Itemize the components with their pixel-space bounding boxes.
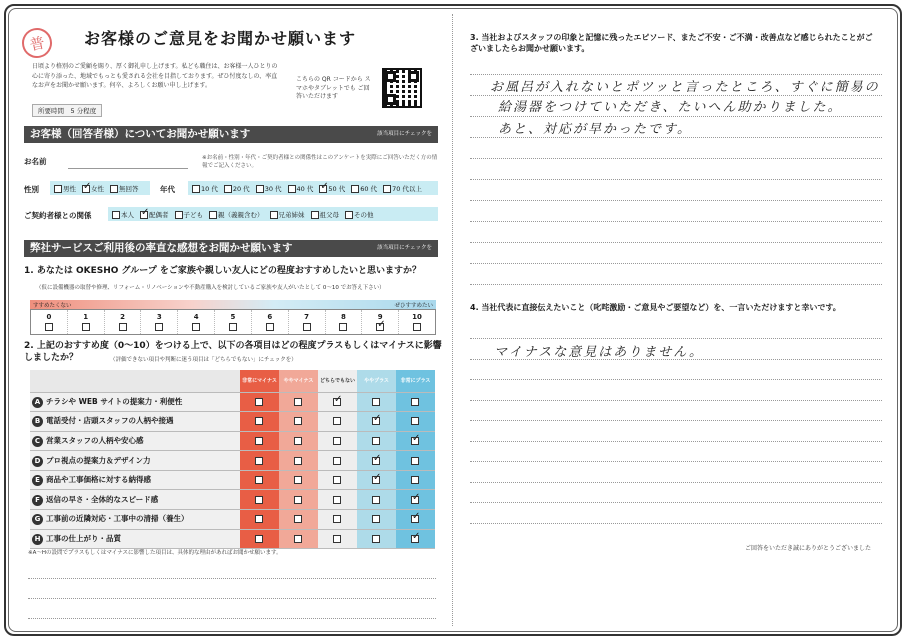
rating-checkbox[interactable] <box>333 535 341 543</box>
rating-cell <box>279 451 318 471</box>
scale-option[interactable] <box>399 310 435 334</box>
rating-cell <box>279 392 318 412</box>
rating-item <box>30 392 240 412</box>
gender-option[interactable] <box>110 184 139 193</box>
rating-checkbox[interactable] <box>255 437 263 445</box>
scale-number: 2 <box>120 313 125 321</box>
relation-option[interactable] <box>209 210 264 219</box>
relation-option[interactable] <box>345 210 374 219</box>
footnote: ※A〜Hの設問でプラスもしくはマイナスに影響した項目は、具体的な理由があればお聞かせ願います。 <box>28 550 282 556</box>
age-checkbox[interactable] <box>256 185 264 193</box>
rating-cell <box>279 490 318 510</box>
rating-cell <box>279 529 318 549</box>
rating-cell <box>396 470 435 490</box>
check-hint: 該当項目にチェックを <box>377 245 432 251</box>
rating-item <box>30 470 240 490</box>
name-field[interactable] <box>68 168 188 169</box>
scale-option[interactable] <box>252 310 289 334</box>
item-letter-icon: E <box>32 475 43 486</box>
rating-cell <box>396 451 435 471</box>
scale-checkbox[interactable] <box>119 323 127 331</box>
rating-cell <box>318 412 357 432</box>
rating-item <box>30 490 240 510</box>
rating-row <box>30 451 435 471</box>
scale-number: 0 <box>46 313 52 321</box>
scale-option[interactable] <box>289 310 326 334</box>
gender-checkbox[interactable] <box>82 185 90 193</box>
scale-number: 7 <box>304 313 310 321</box>
age-option-label: 60 代 <box>360 184 378 193</box>
answer-line <box>470 116 882 117</box>
scale-gradient <box>30 300 436 309</box>
rating-table <box>30 370 435 549</box>
qr-instructions: こちらの QR コードから スマホやタブレットでも ご回答いただけます <box>296 76 371 100</box>
rating-checkbox[interactable] <box>333 417 341 425</box>
col-header: ややマイナス <box>279 370 318 392</box>
rating-checkbox[interactable] <box>411 398 419 406</box>
scale-option[interactable] <box>105 310 142 334</box>
rating-cell <box>240 412 279 432</box>
check-hint: 該当項目にチェックを <box>377 131 432 137</box>
rating-cell <box>357 529 396 549</box>
scale-number: 10 <box>412 313 422 321</box>
rating-cell <box>318 431 357 451</box>
rating-item-label: 電話受付・店頭スタッフの人柄や接遇 <box>46 416 174 426</box>
rating-checkbox[interactable] <box>411 417 419 425</box>
rating-cell <box>396 412 435 432</box>
answer-line <box>470 338 882 339</box>
rating-checkbox[interactable] <box>411 457 419 465</box>
rating-checkbox[interactable] <box>372 515 380 523</box>
rating-cell <box>396 392 435 412</box>
rating-cell <box>279 412 318 432</box>
rating-checkbox[interactable] <box>333 457 341 465</box>
rating-item <box>30 510 240 530</box>
recommend-scale <box>30 309 436 335</box>
answer-line <box>470 179 882 180</box>
item-letter-icon: D <box>32 456 43 467</box>
age-option[interactable] <box>319 184 345 193</box>
rating-cell <box>318 451 357 471</box>
age-checkbox[interactable] <box>383 185 391 193</box>
rating-item-label: 営業スタッフの人柄や安心感 <box>46 435 144 445</box>
rating-checkbox[interactable] <box>255 476 263 484</box>
item-letter-icon: A <box>32 397 43 408</box>
age-checkbox[interactable] <box>224 185 232 193</box>
scale-checkbox[interactable] <box>82 323 90 331</box>
gender-option-label: 無回答 <box>119 184 139 193</box>
rating-row <box>30 529 435 549</box>
scale-number: 9 <box>377 313 383 321</box>
rating-cell <box>240 431 279 451</box>
scale-checkbox[interactable] <box>192 323 200 331</box>
rating-item <box>30 431 240 451</box>
privacy-note: ※お名前・性別・年代・ご契約者様との関係性はこのアンケートを実際にご回答いただく方の情報でご記入ください。 <box>202 155 438 169</box>
thanks-text: ご回答をいただき誠にありがとうございました <box>745 545 872 552</box>
col-header: ややプラス <box>357 370 396 392</box>
rating-checkbox[interactable] <box>294 398 302 406</box>
relation-options <box>108 207 438 221</box>
rating-cell <box>240 490 279 510</box>
section-respondent-header <box>24 126 438 143</box>
rating-checkbox[interactable] <box>372 496 380 504</box>
answer-line <box>470 284 882 285</box>
scale-number: 5 <box>230 313 236 321</box>
answer-line <box>470 137 882 138</box>
q1-title: 1. あなたは OKESHO グループ をご家族や親しい友人にどの程度おすすめしたいと思いますか？ <box>24 266 422 276</box>
scale-checkbox[interactable] <box>376 323 384 331</box>
scale-option[interactable] <box>326 310 363 334</box>
scale-number: 8 <box>340 313 346 321</box>
relation-checkbox[interactable] <box>140 211 148 219</box>
rating-row <box>30 392 435 412</box>
scale-number: 3 <box>156 313 162 321</box>
section-feedback-header <box>24 240 438 257</box>
item-letter-icon: G <box>32 514 43 525</box>
age-label: 年代 <box>160 185 175 194</box>
rating-checkbox[interactable] <box>372 457 380 465</box>
rating-cell <box>279 510 318 530</box>
scale-checkbox[interactable] <box>155 323 163 331</box>
relation-option-label: 親（義親含む） <box>218 210 264 219</box>
rating-checkbox[interactable] <box>294 535 302 543</box>
relation-option[interactable] <box>140 210 169 219</box>
rating-checkbox[interactable] <box>333 515 341 523</box>
col-header: どちらでもない <box>318 370 357 392</box>
relation-checkbox[interactable] <box>270 211 278 219</box>
gender-checkbox[interactable] <box>54 185 62 193</box>
name-label: お名前 <box>24 157 47 166</box>
q2-subtitle: （評価できない項目や判断に迷う項目は「どちらでもない」にチェックを） <box>110 357 297 363</box>
scale-option[interactable] <box>362 310 399 334</box>
scale-low-label: すすめたくない <box>33 303 72 309</box>
rating-cell <box>357 392 396 412</box>
age-option-label: 50 代 <box>328 184 346 193</box>
rating-cell <box>240 392 279 412</box>
relation-checkbox[interactable] <box>345 211 353 219</box>
answer-line <box>470 523 882 524</box>
age-option-label: 70 代以上 <box>392 184 422 193</box>
answer-line <box>470 221 882 222</box>
rating-item-label: 工事の仕上がり・品質 <box>46 533 121 543</box>
relation-checkbox[interactable] <box>311 211 319 219</box>
answer-line <box>470 461 882 462</box>
rating-checkbox[interactable] <box>294 417 302 425</box>
rating-cell <box>279 431 318 451</box>
rating-checkbox[interactable] <box>411 437 419 445</box>
rating-row <box>30 412 435 432</box>
age-option[interactable] <box>288 184 314 193</box>
relation-option-label: 子ども <box>183 210 203 219</box>
scale-number: 1 <box>83 313 89 321</box>
q4-answer-text: マイナスな意見はありません。 <box>494 345 705 360</box>
answer-line <box>470 200 882 201</box>
relation-option[interactable] <box>270 210 305 219</box>
rating-cell <box>396 510 435 530</box>
age-option-label: 40 代 <box>296 184 314 193</box>
rating-cell <box>357 490 396 510</box>
rating-checkbox[interactable] <box>294 476 302 484</box>
age-checkbox[interactable] <box>351 185 359 193</box>
rating-checkbox[interactable] <box>255 515 263 523</box>
scale-option[interactable] <box>215 310 252 334</box>
relation-option[interactable] <box>311 210 340 219</box>
answer-line <box>470 74 882 75</box>
rating-checkbox[interactable] <box>294 457 302 465</box>
age-option[interactable] <box>224 184 250 193</box>
relation-checkbox[interactable] <box>112 211 120 219</box>
rating-cell <box>318 490 357 510</box>
rating-checkbox[interactable] <box>255 496 263 504</box>
rating-cell <box>240 510 279 530</box>
gender-label: 性別 <box>24 185 39 194</box>
rating-cell <box>240 470 279 490</box>
rating-checkbox[interactable] <box>411 476 419 484</box>
section-feedback-title: 弊社サービスご利用後の率直な感想をお聞かせ願います <box>30 242 293 254</box>
relation-option[interactable] <box>112 210 134 219</box>
rating-checkbox[interactable] <box>372 398 380 406</box>
qr-code-icon[interactable] <box>382 68 422 108</box>
rating-row <box>30 510 435 530</box>
age-option[interactable] <box>256 184 282 193</box>
rating-cell <box>279 470 318 490</box>
age-option-label: 20 代 <box>232 184 250 193</box>
rating-item-label: プロ視点の提案力＆デザイン力 <box>46 455 151 465</box>
age-option[interactable] <box>192 184 218 193</box>
gender-option-label: 女性 <box>91 184 104 193</box>
intro-text: 日頃より格別のご愛顧を賜り、厚く御礼申し上げます。私ども職住は、お客様一人ひとりの心に寄り添った、地域でもっとも愛される会社を目指しております。ぜひ忖度なしの、率直なお声をお聞かせ願います。何卒、よろしくお願い申し上げます。 <box>32 63 278 89</box>
rating-cell <box>396 490 435 510</box>
scale-option[interactable] <box>68 310 105 334</box>
rating-cell <box>240 529 279 549</box>
rating-item-label: 工事前の近隣対応・工事中の清掃（養生） <box>46 514 189 524</box>
scale-number: 6 <box>267 313 273 321</box>
column-divider <box>452 14 453 626</box>
q3-answer-line: 給湯器をつけていただき、たいへん助かりました。 <box>498 100 843 115</box>
answer-line <box>470 242 882 243</box>
relation-option-label: 祖父母 <box>319 210 339 219</box>
answer-line <box>470 441 882 442</box>
answer-line <box>470 263 882 264</box>
age-options <box>188 181 438 195</box>
rating-checkbox[interactable] <box>255 398 263 406</box>
item-letter-icon: C <box>32 436 43 447</box>
age-option[interactable] <box>383 184 422 193</box>
answer-line <box>470 502 882 503</box>
rating-row <box>30 490 435 510</box>
col-header: 非常にプラス <box>396 370 435 392</box>
age-checkbox[interactable] <box>288 185 296 193</box>
rating-cell <box>357 451 396 471</box>
answer-line <box>470 379 882 380</box>
rating-cell <box>357 431 396 451</box>
answer-line <box>470 400 882 401</box>
rating-item <box>30 412 240 432</box>
rating-checkbox[interactable] <box>411 515 419 523</box>
rating-cell <box>396 431 435 451</box>
gender-checkbox[interactable] <box>110 185 118 193</box>
rating-cell <box>318 392 357 412</box>
section-respondent-title: お客様（回答者様）についてお聞かせ願います <box>30 128 251 140</box>
answer-line <box>470 420 882 421</box>
item-letter-icon: F <box>32 495 43 506</box>
relation-checkbox[interactable] <box>209 211 217 219</box>
rating-cell <box>318 470 357 490</box>
scale-checkbox[interactable] <box>266 323 274 331</box>
age-checkbox[interactable] <box>192 185 200 193</box>
gender-options <box>50 181 150 195</box>
rating-item <box>30 529 240 549</box>
relation-checkbox[interactable] <box>175 211 183 219</box>
rating-cell <box>396 529 435 549</box>
relation-option-label: 兄弟姉妹 <box>278 210 305 219</box>
rating-checkbox[interactable] <box>294 437 302 445</box>
rating-checkbox[interactable] <box>333 437 341 445</box>
answer-line <box>470 482 882 483</box>
rating-cell <box>240 451 279 471</box>
age-option[interactable] <box>351 184 377 193</box>
q4-title: 4. 当社代表に直接伝えたいこと（叱咤激励・ご意見やご要望など）を、一言いただけますと幸いです。 <box>470 303 841 312</box>
rating-cell <box>318 510 357 530</box>
rating-corner <box>30 370 240 392</box>
q3-title: 3. 当社およびスタッフの印象と記憶に残ったエピソード、またご不安・ご不満・改善点など感じられたことがございましたらお聞かせ願います。 <box>470 33 873 53</box>
rating-item-label: チラシや WEB サイトの提案力・利便性 <box>46 396 183 406</box>
q3-answer-line: お風呂が入れないとポツッと言ったところ、すぐに簡易の <box>490 80 880 95</box>
relation-option-label: 配偶者 <box>149 210 169 219</box>
scale-high-label: ぜひすすめたい <box>394 303 433 309</box>
page-title: お客様のご意見をお聞かせ願います <box>84 29 357 48</box>
gender-option[interactable] <box>82 184 104 193</box>
rating-checkbox[interactable] <box>294 496 302 504</box>
relation-option-label: その他 <box>354 210 374 219</box>
rating-checkbox[interactable] <box>255 417 263 425</box>
gender-option[interactable] <box>54 184 76 193</box>
relation-option[interactable] <box>175 210 204 219</box>
scale-number: 4 <box>193 313 199 321</box>
rating-checkbox[interactable] <box>372 417 380 425</box>
rating-checkbox[interactable] <box>255 457 263 465</box>
rating-cell <box>318 529 357 549</box>
scale-option[interactable] <box>178 310 215 334</box>
rating-checkbox[interactable] <box>333 398 341 406</box>
rating-checkbox[interactable] <box>372 476 380 484</box>
rating-item-label: 商品や工事価格に対する納得感 <box>46 475 151 485</box>
rating-checkbox[interactable] <box>294 515 302 523</box>
relation-option-label: 本人 <box>121 210 134 219</box>
rating-item-label: 返信の早さ・全体的なスピード感 <box>46 494 159 504</box>
scale-checkbox[interactable] <box>45 323 53 331</box>
time-required-label: 所要時間 5 分程度 <box>32 104 102 117</box>
q1-subtitle: （仮に設備機器の取替や修理、リフォーム・リノベーションや不動産購入を検討しているご家族や友人がいたとして 0〜10 でお答え下さい） <box>36 285 385 291</box>
rating-checkbox[interactable] <box>411 535 419 543</box>
rating-checkbox[interactable] <box>372 437 380 445</box>
answer-line <box>470 158 882 159</box>
rating-checkbox[interactable] <box>333 496 341 504</box>
item-letter-icon: H <box>32 534 43 545</box>
rating-cell <box>357 510 396 530</box>
scale-checkbox[interactable] <box>229 323 237 331</box>
rating-checkbox[interactable] <box>255 535 263 543</box>
scale-checkbox[interactable] <box>413 323 421 331</box>
company-stamp: 普 <box>19 25 55 61</box>
item-letter-icon: B <box>32 416 43 427</box>
rating-checkbox[interactable] <box>372 535 380 543</box>
relation-label: ご契約者様との関係 <box>24 211 92 220</box>
age-checkbox[interactable] <box>319 185 327 193</box>
rating-item <box>30 451 240 471</box>
reason-line[interactable] <box>28 618 436 619</box>
q3-answer-line: あと、対応が早かったです。 <box>498 122 692 137</box>
rating-cell <box>357 412 396 432</box>
rating-checkbox[interactable] <box>411 496 419 504</box>
rating-row <box>30 470 435 490</box>
gender-option-label: 男性 <box>63 184 76 193</box>
rating-cell <box>357 470 396 490</box>
scale-option[interactable] <box>31 310 68 334</box>
q2-title: 2. 上記のおすすめ度（0〜10）をつける上で、以下の各項目はどの程度プラスもしくはマイナスに影響しましたか？ <box>24 341 442 363</box>
rating-checkbox[interactable] <box>333 476 341 484</box>
reason-line[interactable] <box>28 578 436 579</box>
rating-row <box>30 431 435 451</box>
age-option-label: 10 代 <box>201 184 218 193</box>
scale-checkbox[interactable] <box>339 323 347 331</box>
scale-checkbox[interactable] <box>303 323 311 331</box>
col-header: 非常にマイナス <box>240 370 279 392</box>
scale-option[interactable] <box>141 310 178 334</box>
reason-line[interactable] <box>28 598 436 599</box>
age-option-label: 30 代 <box>264 184 282 193</box>
